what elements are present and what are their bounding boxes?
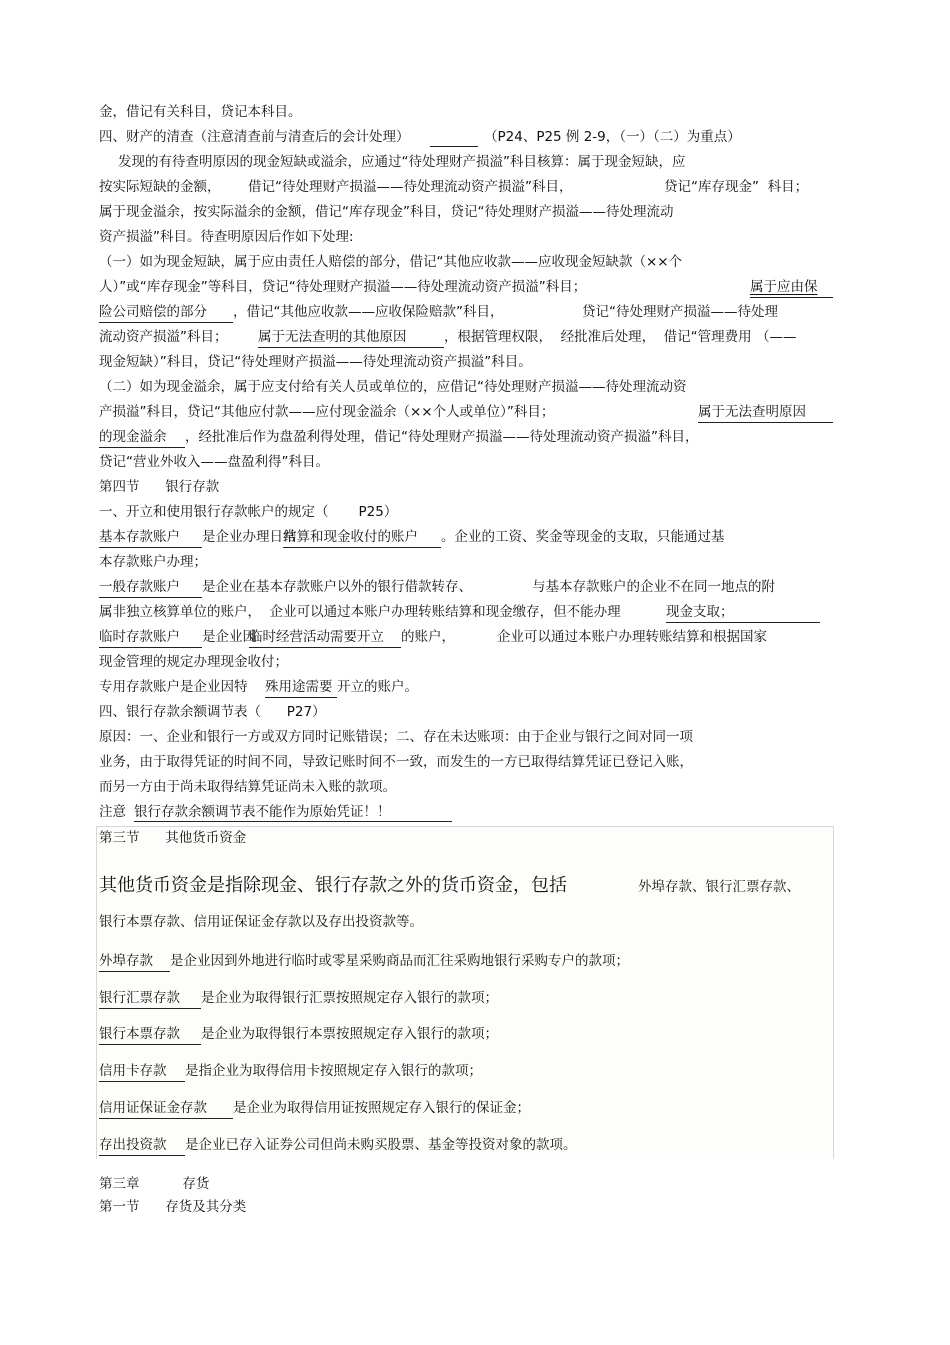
underlined-phrase: 属于无法查明原因 (698, 404, 806, 420)
text-line: 与基本存款账户的企业不在同一地点的附 (532, 579, 775, 595)
underline (698, 422, 833, 423)
definition-text: 是企业为取得银行本票按照规定存入银行的款项； (201, 1026, 498, 1042)
underlined-phrase: 险公司赔偿的部分 (99, 304, 207, 320)
text-line: 金，借记有关科目，贷记本科目。 (99, 104, 302, 120)
definition-text: 是企业因到外地进行临时或零星采购商品而汇往采购地银行采购专户的款项； (170, 953, 629, 969)
text-line: 属非独立核算单位的账户， 企业可以通过本账户办理转账结算和现金缴存，但不能办理 (99, 604, 621, 620)
underlined-phrase: 临时经营活动需要开立 (249, 629, 384, 645)
text-line: ，借记“其他应收款——应收保险赔款”科目， (233, 304, 504, 320)
underline (666, 622, 820, 623)
section-heading: 第三节 其他货币资金 (99, 830, 247, 846)
text-line: 银行本票存款、信用证保证金存款以及存出投资款等。 (99, 914, 423, 930)
underline (283, 547, 441, 548)
definition-term: 存出投资款 (99, 1137, 167, 1153)
text-line: 是企业在基本存款账户以外的银行借款转存、 (202, 579, 472, 595)
definition-term: 外埠存款 (99, 953, 153, 969)
chapter-heading: 第三章 存货 (99, 1176, 210, 1192)
text-line: 原因：一、企业和银行一方或双方同时记账错误；二、存在未达账项：由于企业与银行之间对同一项 (99, 729, 693, 745)
text-line: 专用存款账户是企业因特 (99, 679, 248, 695)
definition-term: 信用卡存款 (99, 1063, 167, 1079)
definition-term: 银行本票存款 (99, 1026, 180, 1042)
underline (258, 347, 444, 348)
underlined-phrase: 殊用途需要 (265, 679, 333, 695)
text-line: 。企业的工资、奖金等现金的支取，只能通过基 (441, 529, 725, 545)
underline (750, 297, 833, 298)
subheading: 四、银行存款余额调节表（ P27） (99, 704, 326, 720)
underlined-phrase: 基本存款账户 (99, 529, 180, 545)
text-line: 属于现金溢余，按实际溢余的金额，借记“库存现金”科目，贷记“待处理财产损溢——待处理流动 (99, 204, 674, 220)
subheading: 一、开立和使用银行存款帐户的规定（ P25） (99, 504, 398, 520)
underlined-phrase: 现金支取； (666, 604, 734, 620)
underline-blank (430, 146, 478, 147)
text-line: 开立的账户。 (337, 679, 418, 695)
text-line: 是企业因 (202, 629, 256, 645)
underlined-phrase: 银行存款余额调节表不能作为原始凭证！！ (134, 804, 391, 820)
underline (99, 1081, 185, 1082)
text-line: 而另一方由于尚未取得结算凭证尚未入账的款项。 (99, 779, 396, 795)
text-line: 产损溢”科目，贷记“其他应付款——应付现金溢余（××个人或单位）”科目； (99, 404, 555, 420)
underline (99, 322, 233, 323)
lead-sentence: 其他货币资金是指除现金、银行存款之外的货币资金，包括 (99, 875, 567, 896)
underline (99, 447, 185, 448)
definition-text: 是指企业为取得信用卡按照规定存入银行的款项； (185, 1063, 482, 1079)
text-line: （一）如为现金短缺，属于应由责任人赔偿的部分，借记“其他应收款——应收现金短缺款（××个 (99, 254, 683, 270)
definition-term: 信用证保证金存款 (99, 1100, 207, 1116)
underline (99, 1155, 185, 1156)
underlined-phrase: 临时存款账户 (99, 629, 180, 645)
underline (99, 647, 202, 648)
underline (99, 597, 202, 598)
section-heading: 第四节 银行存款 (99, 479, 220, 495)
text-line: 贷记“库存现金” 科目； (664, 179, 809, 195)
underlined-phrase: 属于应由保 (750, 279, 818, 295)
text-line: 现金短缺）”科目，贷记“待处理财产损溢——待处理流动资产损溢”科目。 (99, 354, 532, 370)
underlined-phrase: 的现金溢余 (99, 429, 167, 445)
underline (265, 697, 337, 698)
text-line: 本存款账户办理； (99, 554, 207, 570)
text-line: （P24、P25 例 2-9，（一）（二）为重点） (484, 129, 741, 145)
underline (134, 821, 452, 822)
heading-inventory-check: 四、财产的清查（注意清查前与清查后的会计处理） (99, 129, 410, 145)
underline (99, 547, 202, 548)
text-line: 企业可以通过本账户办理转账结算和根据国家 (497, 629, 767, 645)
definition-text: 是企业为取得信用证按照规定存入银行的保证金； (233, 1100, 530, 1116)
text-line: 流动资产损溢”科目； (99, 329, 228, 345)
underline (249, 647, 401, 648)
text-line: 人）”或“库存现金”等科目，贷记“待处理财产损溢——待处理流动资产损溢”科目； (99, 279, 587, 295)
text-line: 外埠存款、银行汇票存款、 (638, 879, 800, 895)
note-label: 注意 (99, 804, 135, 820)
text-line: 业务，由于取得凭证的时间不同，导致记账时间不一致，而发生的一方已取得结算凭证已登记入账， (99, 754, 693, 770)
text-line: 借记“待处理财产损溢——待处理流动资产损溢”科目， (248, 179, 573, 195)
underlined-phrase: 属于无法查明的其他原因 (258, 329, 407, 345)
underline (99, 1008, 201, 1009)
text-line: 贷记“营业外收入——盘盈利得”科目。 (99, 454, 329, 470)
definition-term: 银行汇票存款 (99, 990, 180, 1006)
definition-text: 是企业为取得银行汇票按照规定存入银行的款项； (201, 990, 498, 1006)
text-line: 按实际短缺的金额， (99, 179, 221, 195)
text-line: 发现的有待查明原因的现金短缺或溢余，应通过“待处理财产损溢”科目核算：属于现金短缺，应 (118, 154, 686, 170)
underline (99, 971, 170, 972)
text-line: （二）如为现金溢余，属于应支付给有关人员或单位的，应借记“待处理财产损溢——待处理流动资 (99, 379, 687, 395)
text-line: 的账户， (401, 629, 455, 645)
text-line: 现金管理的规定办理现金收付； (99, 654, 288, 670)
section-heading: 第一节 存货及其分类 (99, 1199, 247, 1215)
underline (99, 1118, 233, 1119)
text-line: ，经批准后作为盘盈利得处理，借记“待处理财产损溢——待处理流动资产损溢”科目， (185, 429, 699, 445)
text-line: 贷记“待处理财产损溢——待处理 (582, 304, 778, 320)
underlined-phrase: 结算和现金收付的账户 (283, 529, 418, 545)
text-line: 是企业办理日常 (202, 529, 297, 545)
underline (99, 1044, 201, 1045)
text-line: ，根据管理权限， 经批准后处理， 借记“管理费用 （—— (444, 329, 797, 345)
text-line: 资产损溢”科目。待查明原因后作如下处理: (99, 229, 354, 245)
definition-text: 是企业已存入证券公司但尚未购买股票、基金等投资对象的款项。 (185, 1137, 577, 1153)
underlined-phrase: 一般存款账户 (99, 579, 180, 595)
